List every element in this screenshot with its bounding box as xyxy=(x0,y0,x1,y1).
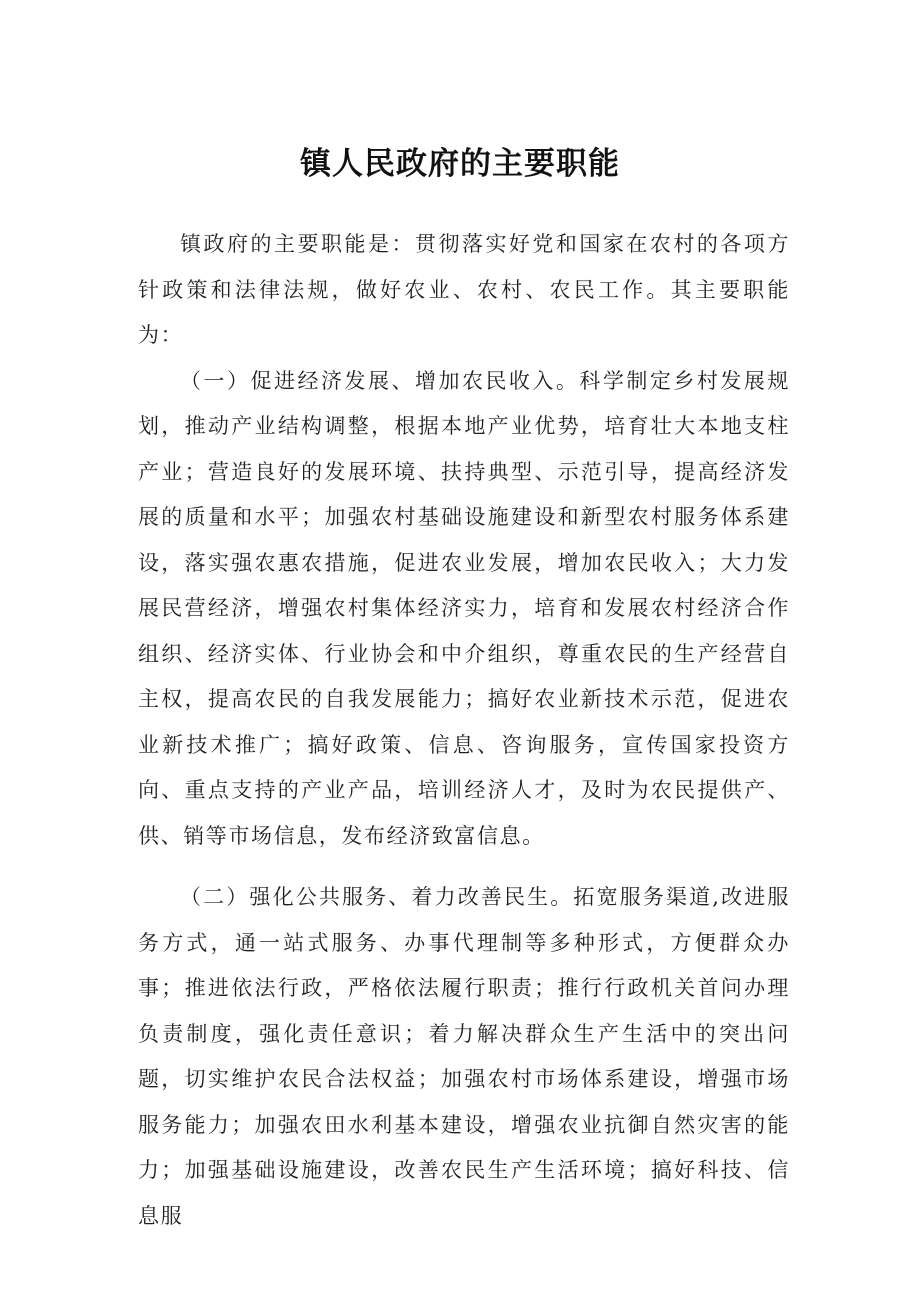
intro-paragraph: 镇政府的主要职能是：贯彻落实好党和国家在农村的各项方针政策和法律法规，做好农业、农村、农民工作。其主要职能为： xyxy=(138,232,790,347)
section-one-paragraph: （一）促进经济发展、增加农民收入。科学制定乡村发展规划，推动产业结构调整，根据本地产业优势，培育壮大本地支柱产业；营造良好的发展环境、扶持典型、示范引导，提高经济发展的质量和水平；加强农村基础设施建设和新型农村服务体系建设，落实强农惠农措施，促进农业发展，增加农民收入；大力发展民营经济，增强农村集体经济实力，培育和发展农村经济合作组织、经济实体、行业协会和中介组织，尊重农民的生产经营自主权，提高农民的自我发展能力；搞好农业新技术示范，促进农业新技术推广；搞好政策、信息、咨询服务，宣传国家投资方向、重点支持的产业产品，培训经济人才，及时为农民提供产、供、销等市场信息，发布经济致富信息。 xyxy=(138,368,790,848)
document-title: 镇人民政府的主要职能 xyxy=(300,146,620,182)
document-body xyxy=(138,222,790,1239)
section-two-paragraph: （二）强化公共服务、着力改善民生。拓宽服务渠道,改进服务方式，通一站式服务、办事代理制等多种形式，方便群众办事；推进依法行政，严格依法履行职责；推行行政机关首问办理负责制度，强化责任意识；着力解决群众生产生活中的突出问题，切实维护农民合法权益；加强农村市场体系建设，增强市场服务能力；加强农田水利基本建设，增强农业抗御自然灾害的能力；加强基础设施建设，改善农民生产生活环境；搞好科技、信息服 xyxy=(138,885,790,1228)
paragraph-spacer xyxy=(138,859,790,875)
